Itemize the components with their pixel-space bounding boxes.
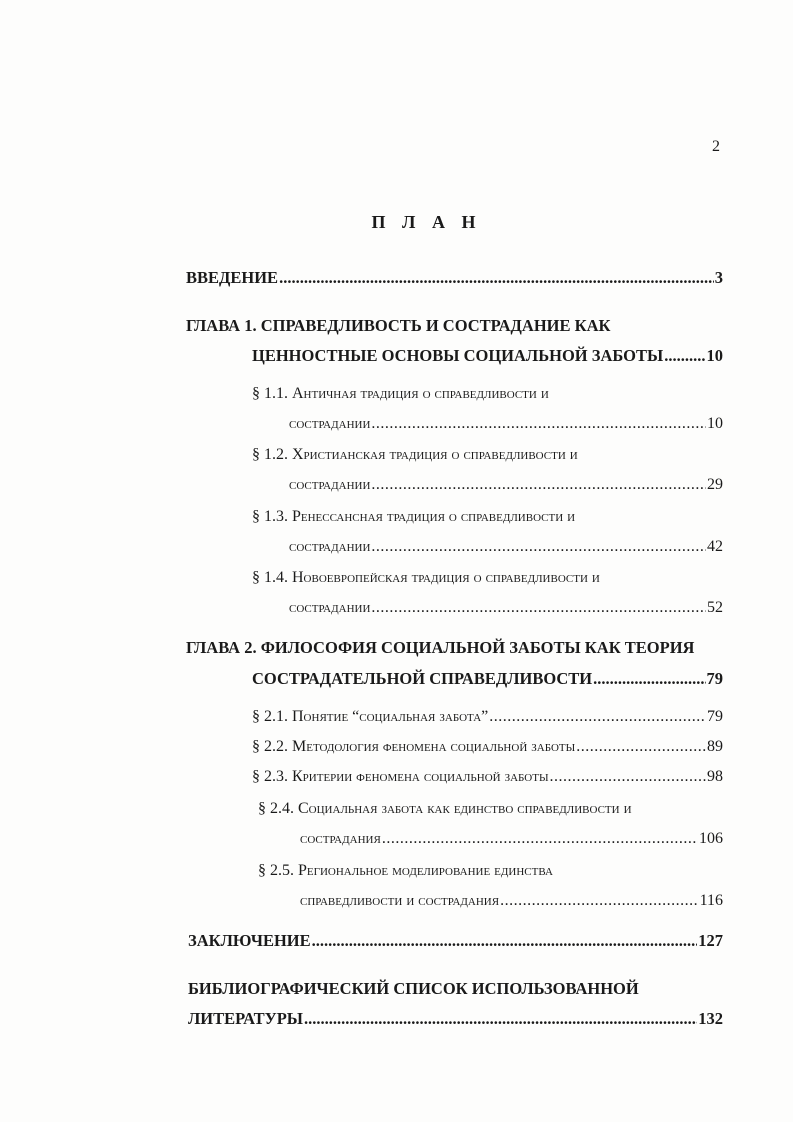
leader-dots bbox=[304, 1009, 697, 1029]
toc-label: § 1.1. Античная традиция о справедливости и bbox=[252, 385, 549, 402]
leader-dots bbox=[550, 768, 706, 786]
page-number: 2 bbox=[712, 138, 720, 155]
toc-page: 79 bbox=[706, 669, 723, 688]
toc-section-2-4-line2[interactable] bbox=[300, 830, 723, 848]
toc-page: 116 bbox=[699, 892, 723, 909]
toc-section-1-3-line1[interactable] bbox=[252, 508, 575, 526]
toc-label: сострадании bbox=[289, 599, 371, 616]
toc-page: 132 bbox=[698, 1009, 723, 1028]
toc-label: СОСТРАДАТЕЛЬНОЙ СПРАВЕДЛИВОСТИ bbox=[252, 669, 593, 688]
toc-section-1-4-line2[interactable] bbox=[289, 599, 723, 617]
toc-section-2-5-line1[interactable] bbox=[258, 862, 553, 880]
leader-dots bbox=[371, 415, 706, 433]
toc-page: 10 bbox=[706, 346, 723, 365]
toc-label: ГЛАВА 1. СПРАВЕДЛИВОСТЬ И СОСТРАДАНИЕ КАК bbox=[186, 316, 611, 335]
toc-label: ВВЕДЕНИЕ bbox=[186, 268, 279, 287]
toc-label: § 2.2. Методология феномена социальной заботы bbox=[252, 738, 576, 755]
toc-label: § 1.4. Новоевропейская традиция о справедливости и bbox=[252, 569, 600, 586]
toc-entry-conclusion[interactable] bbox=[188, 931, 723, 951]
toc-section-2-1[interactable] bbox=[252, 708, 723, 726]
toc-label: справедливости и сострадания bbox=[300, 892, 500, 909]
leader-dots bbox=[576, 738, 706, 756]
toc-page: 106 bbox=[699, 830, 723, 847]
toc-page: 89 bbox=[707, 738, 723, 755]
leader-dots bbox=[279, 268, 714, 288]
toc-section-1-4-line1[interactable] bbox=[252, 569, 600, 587]
toc-page: 10 bbox=[707, 415, 723, 432]
toc-chapter-2-line1[interactable] bbox=[186, 638, 694, 658]
toc-label: сострадания bbox=[300, 830, 381, 847]
toc-section-2-2[interactable] bbox=[252, 738, 723, 756]
toc-chapter-1-line2[interactable] bbox=[252, 346, 723, 366]
toc-page: 98 bbox=[707, 768, 723, 785]
toc-section-2-3[interactable] bbox=[252, 768, 723, 786]
leader-dots bbox=[382, 830, 698, 848]
toc-section-1-1-line1[interactable] bbox=[252, 385, 549, 403]
toc-entry-intro[interactable] bbox=[186, 268, 723, 288]
toc-label: ГЛАВА 2. ФИЛОСОФИЯ СОЦИАЛЬНОЙ ЗАБОТЫ КАК ТЕОРИЯ bbox=[186, 638, 695, 657]
leader-dots bbox=[371, 476, 706, 494]
leader-dots bbox=[371, 538, 706, 556]
toc-label: сострадании bbox=[289, 415, 371, 432]
toc-label: сострадании bbox=[289, 476, 371, 493]
toc-chapter-2-line2[interactable] bbox=[252, 669, 723, 689]
toc-label: § 1.2. Христианская традиция о справедливости и bbox=[252, 446, 578, 463]
page-title: П Л А Н bbox=[371, 212, 482, 232]
toc-label: сострадании bbox=[289, 538, 371, 555]
leader-dots bbox=[312, 931, 698, 951]
leader-dots bbox=[593, 669, 705, 689]
toc-label: § 1.3. Ренессансная традиция о справедливости и bbox=[252, 508, 576, 525]
toc-page: 52 bbox=[707, 599, 723, 616]
toc-section-1-2-line1[interactable] bbox=[252, 446, 578, 464]
toc-label: § 2.4. Социальная забота как единство справедливости и bbox=[258, 800, 632, 817]
toc-label: § 2.3. Критерии феномена социальной заботы bbox=[252, 768, 549, 785]
leader-dots bbox=[489, 708, 706, 726]
toc-label: БИБЛИОГРАФИЧЕСКИЙ СПИСОК ИСПОЛЬЗОВАННОЙ bbox=[188, 979, 639, 998]
toc-entry-bibliography-line2[interactable] bbox=[188, 1009, 723, 1029]
toc-page: 29 bbox=[707, 476, 723, 493]
toc-label: § 2.1. Понятие “социальная забота” bbox=[252, 708, 489, 725]
toc-section-2-4-line1[interactable] bbox=[258, 800, 632, 818]
leader-dots bbox=[500, 892, 699, 910]
toc-page: 127 bbox=[698, 931, 723, 950]
toc-page: 79 bbox=[707, 708, 723, 725]
toc-page: 42 bbox=[707, 538, 723, 555]
leader-dots bbox=[664, 346, 705, 366]
toc-section-2-5-line2[interactable] bbox=[300, 892, 723, 910]
toc-section-1-1-line2[interactable] bbox=[289, 415, 723, 433]
toc-section-1-2-line2[interactable] bbox=[289, 476, 723, 494]
toc-section-1-3-line2[interactable] bbox=[289, 538, 723, 556]
toc-label: ЛИТЕРАТУРЫ bbox=[188, 1009, 303, 1028]
toc-label: ЗАКЛЮЧЕНИЕ bbox=[188, 931, 311, 950]
leader-dots bbox=[371, 599, 706, 617]
toc-entry-bibliography-line1[interactable] bbox=[188, 979, 639, 999]
toc-label: ЦЕННОСТНЫЕ ОСНОВЫ СОЦИАЛЬНОЙ ЗАБОТЫ bbox=[252, 346, 664, 365]
toc-chapter-1-line1[interactable] bbox=[186, 316, 610, 336]
toc-label: § 2.5. Региональное моделирование единства bbox=[258, 862, 553, 879]
toc-page: 3 bbox=[714, 268, 723, 287]
